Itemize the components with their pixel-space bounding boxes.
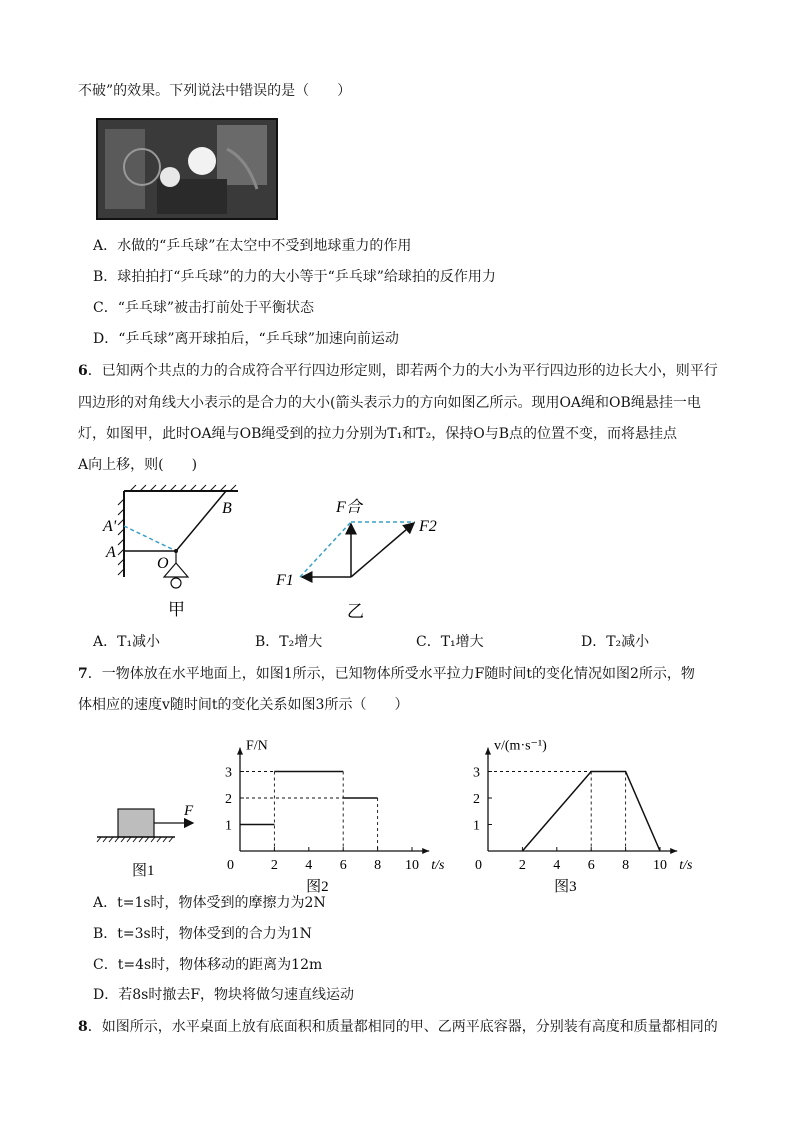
label-f2: F2	[419, 518, 437, 535]
x-tick-label: 10	[653, 858, 667, 873]
label-o: O	[157, 555, 169, 572]
caption-jia: 甲	[168, 600, 185, 619]
y-axis-arrow	[237, 748, 243, 755]
label-b: B	[222, 500, 232, 517]
q6-figure-yi	[272, 490, 452, 625]
y-tick-label: 3	[225, 765, 232, 781]
x-tick-label: 6	[587, 858, 595, 873]
q6-line-4: A向上移，则( )	[78, 457, 198, 473]
x-tick-label: 0	[227, 858, 234, 873]
x-axis-arrow	[670, 848, 677, 854]
q6-figure-jia	[100, 485, 250, 625]
rope-oa-prime	[124, 526, 176, 551]
q8-line-1	[78, 1017, 718, 1037]
q5-option-c: C．“乒乓球”被击打前处于平衡状态	[93, 300, 315, 316]
x-tick-label: 4	[305, 858, 313, 873]
x-axis-label: t/s	[431, 858, 445, 873]
x-tick-label: 0	[475, 858, 482, 873]
q7-line-2: 体相应的速度v随时间t的变化关系如图3所示（ ）	[78, 697, 409, 713]
q6-number: 6	[78, 363, 88, 379]
arrow-f2	[351, 523, 414, 577]
label-f-he: F合	[336, 499, 362, 516]
q6-text-1: ．已知两个共点的力的合成符合平行四边形定则，即若两个力的大小为平行四边形的边长大小，则平行	[87, 363, 718, 379]
force-label: F	[184, 803, 194, 819]
figure-caption: 图3	[554, 879, 577, 895]
figure-caption: 图2	[306, 879, 329, 895]
x-axis-arrow	[422, 848, 429, 854]
q7-option-c: C．t=4s时，物体移动的距离为12m	[93, 957, 323, 973]
q6-option-d: D．T₂减小	[581, 634, 650, 650]
x-tick-label: 2	[270, 858, 278, 873]
y-tick-label: 1	[225, 818, 232, 834]
q7-line-1	[78, 664, 695, 684]
q6-option-b: B．T₂增大	[255, 634, 323, 650]
y-tick-label: 2	[225, 792, 232, 807]
q5-stem-tail: 不破”的效果。下列说法中错误的是（ ）	[78, 83, 352, 99]
label-a-prime: A'	[103, 518, 117, 535]
block	[118, 809, 154, 837]
q5-option-a: A．水做的“乒乓球”在太空中不受到地球重力的作用	[93, 238, 412, 254]
y-tick-label: 1	[473, 818, 480, 834]
q6-option-c: C．T₁增大	[416, 634, 484, 650]
q8-text-1: ．如图所示，水平桌面上放有底面积和质量都相同的甲、乙两平底容器，分别装有高度和质量都相同的	[87, 1019, 718, 1035]
label-f1: F1	[276, 572, 294, 589]
y-axis-label: F/N	[246, 738, 268, 754]
label-a: A	[106, 544, 116, 561]
q5-photo	[97, 119, 277, 219]
q7-number: 7	[78, 666, 88, 682]
q6-line-1	[78, 361, 718, 381]
rope-ob	[176, 491, 226, 551]
q6-option-a: A．T₁减小	[93, 634, 161, 650]
q7-text-1: ．一物体放在水平地面上，如图1所示，已知物体所受水平拉力F随时间t的变化情况如图2所示，物	[87, 666, 695, 682]
x-tick-label: 10	[405, 858, 419, 873]
x-tick-label: 8	[622, 858, 630, 873]
q7-option-d: D．若8s时撤去F，物块将做匀速直线运动	[93, 987, 355, 1003]
q5-option-b: B．球拍拍打“乒乓球”的力的大小等于“乒乓球”给球拍的反作用力	[93, 269, 496, 285]
x-axis-label: t/s	[679, 858, 693, 873]
q7-figure-2	[220, 726, 460, 895]
q7-option-a: A．t=1s时，物体受到的摩擦力为2N	[93, 895, 326, 911]
y-axis-label: v/(m·s⁻¹)	[494, 738, 547, 754]
x-tick-label: 8	[374, 858, 382, 873]
y-tick-label: 2	[473, 792, 480, 807]
q6-line-3: 灯，如图甲，此时OA绳与OB绳受到的拉力分别为T₁和T₂，保持O与B点的位置不变，而将悬挂点	[78, 426, 678, 442]
caption-yi: 乙	[347, 602, 364, 621]
y-axis-arrow	[485, 748, 491, 755]
x-tick-label: 4	[553, 858, 561, 873]
q7-figure-1	[95, 795, 205, 885]
x-tick-label: 2	[518, 858, 526, 873]
q7-figure-3	[468, 726, 708, 895]
y-tick-label: 3	[473, 765, 480, 781]
q6-line-2: 四边形的对角线大小表示的是合力的大小(箭头表示力的方向如图乙所示。现用OA绳和OB绳悬挂一电	[78, 395, 701, 411]
q8-number: 8	[78, 1019, 88, 1035]
caption-fig1: 图1	[132, 863, 155, 879]
q5-option-d: D．“乒乓球”离开球拍后，“乒乓球”加速向前运动	[93, 331, 399, 347]
q7-option-b: B．t=3s时，物体受到的合力为1N	[93, 926, 312, 942]
x-tick-label: 6	[339, 858, 347, 873]
